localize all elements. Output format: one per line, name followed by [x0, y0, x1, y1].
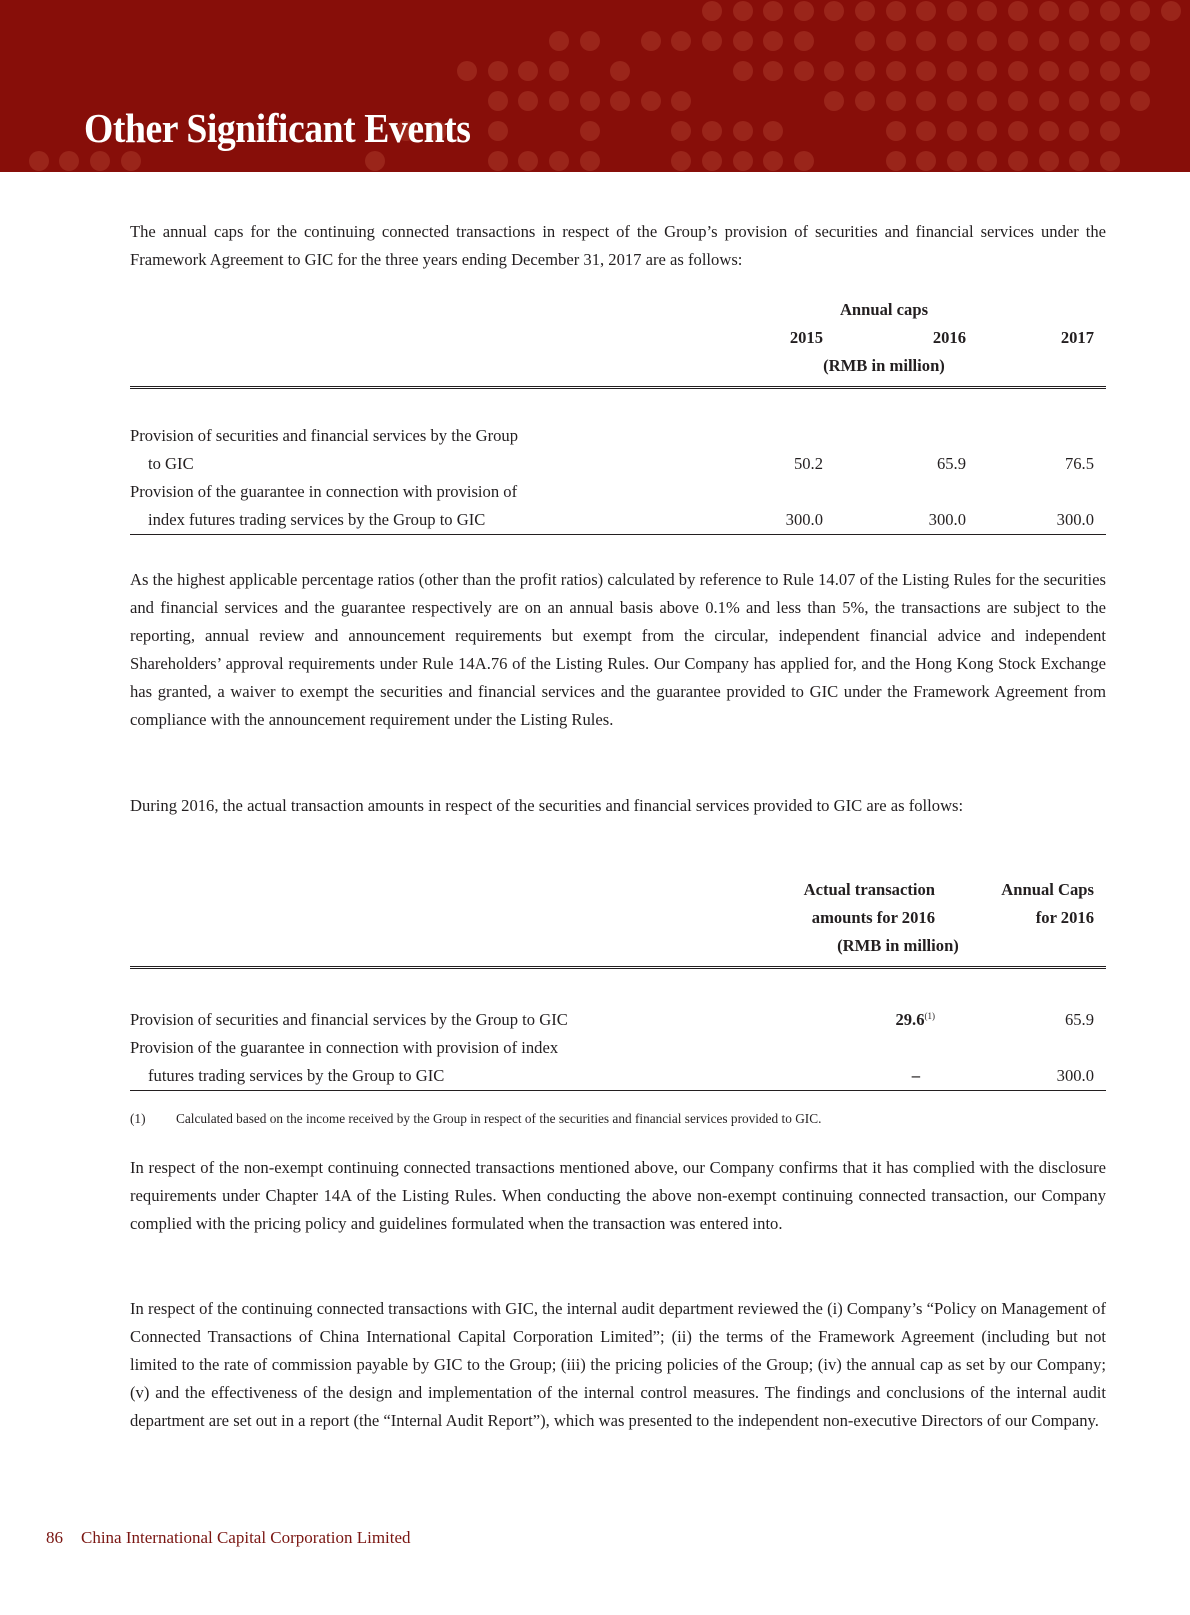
cell-value: 300.0: [690, 506, 835, 535]
annual-caps-table: [130, 296, 1106, 535]
audit-paragraph: In respect of the continuing connected transactions with GIC, the internal audit department reviewed the (i) Company’s “Policy on Management of Connected Transactions of China International Capital Corporation Limited”; (ii) the terms of the Framework Agreement (including but not limited to the rate of commission payable by GIC to the Group; (iii) the pricing policies of the Group; (iv) the annual cap as set by our Company; (v) and the effectiveness of the design and implementation of the internal control measures. The findings and conclusions of the internal audit department are set out in a report (the “Internal Audit Report”), which was presented to the independent non-executive Directors of our Company.: [130, 1299, 1106, 1430]
cell-actual-value: –: [770, 1062, 980, 1091]
compliance-section: [130, 1154, 1106, 1238]
unit-label: (RMB in million): [837, 936, 959, 955]
cell-value: 300.0: [978, 506, 1106, 535]
cell-value: 65.9: [936, 453, 966, 473]
actual-vs-caps-table: [130, 876, 1106, 1091]
table-row: [130, 450, 1106, 478]
page-title: Other Significant Events: [84, 105, 471, 151]
footnote-reference: (1): [924, 1010, 935, 1021]
row-label: Provision of securities and financial services by the Group: [130, 425, 519, 445]
cell-cap-value: 65.9: [1064, 1009, 1094, 1029]
row-label-continued: futures trading services by the Group to GIC: [130, 1062, 770, 1091]
table-header-row: [130, 296, 1106, 324]
intro-section: [130, 218, 1106, 274]
column-header-2017: 2017: [1060, 328, 1094, 347]
table-row: [130, 506, 1106, 535]
table-header-row: [130, 876, 1106, 904]
actual-amounts-paragraph: During 2016, the actual transaction amounts in respect of the securities and financial services provided to GIC are as follows:: [130, 796, 964, 815]
column-header-2015: 2015: [789, 328, 823, 347]
ratios-paragraph: As the highest applicable percentage ratios (other than the profit ratios) calculated by reference to Rule 14.07 of the Listing Rules for the securities and financial services and the guarantee respectively are on an annual basis above 0.1% and less than 5%, the transactions are subject to the reporting, annual review and announcement requirements but exempt from the circular, independent financial advice and independent Shareholders’ approval requirements under Rule 14A.76 of the Listing Rules. Our Company has applied for, and the Hong Kong Stock Exchange has granted, a waiver to exempt the securities and financial services and the guarantee provided to GIC under the Framework Agreement from compliance with the announcement requirement under the Listing Rules.: [130, 570, 1106, 729]
footnote-text: Calculated based on the income received by the Group in respect of the securities and financial services provided to GIC.: [176, 1111, 822, 1126]
table-row: [130, 422, 1106, 450]
column-header-actual-line2: amounts for 2016: [811, 908, 935, 927]
row-label-continued: to GIC: [148, 453, 194, 473]
column-group-header: Annual caps: [839, 300, 929, 319]
cell-cap-value: 300.0: [980, 1062, 1106, 1091]
column-header-caps-line2: for 2016: [1035, 908, 1094, 927]
header-banner: [0, 0, 1190, 172]
cell-value: 50.2: [793, 453, 823, 473]
column-header-2016: 2016: [932, 328, 966, 347]
row-label: Provision of securities and financial services by the Group to GIC: [130, 1009, 568, 1029]
column-header-caps: Annual Caps: [1001, 880, 1094, 899]
page-footer: [46, 1528, 411, 1548]
row-label: Provision of the guarantee in connection with provision of index: [130, 1037, 559, 1057]
actual-vs-caps-table-section: [130, 876, 1106, 1091]
cell-value: 76.5: [1064, 453, 1094, 473]
cell-actual-value: [770, 1002, 980, 1034]
cell-value: 300.0: [835, 506, 978, 535]
ratios-section: [130, 566, 1106, 734]
table-row: [130, 1062, 1106, 1091]
actual-amount: 29.6: [895, 1009, 925, 1029]
actual-amounts-section: [130, 792, 1106, 820]
footnote: [130, 1109, 1106, 1129]
column-header-actual: Actual transaction: [803, 880, 935, 899]
annual-caps-table-section: [130, 296, 1106, 535]
row-label: Provision of the guarantee in connection with provision of: [130, 481, 518, 501]
table-row: [130, 478, 1106, 506]
intro-paragraph: The annual caps for the continuing connected transactions in respect of the Group’s provision of securities and financial services under the Framework Agreement to GIC for the three years ending December 31, 2017 are as follows:: [130, 222, 1106, 269]
table-unit-row: [130, 352, 1106, 388]
table-header-row: [130, 904, 1106, 932]
page-number: 86: [46, 1528, 63, 1547]
compliance-paragraph: In respect of the non-exempt continuing connected transactions mentioned above, our Company confirms that it has complied with the disclosure requirements under Chapter 14A of the Listing Rules. When conducting the above non-exempt continuing connected transaction, our Company complied with the pricing policy and guidelines formulated when the transaction was entered into.: [130, 1158, 1106, 1233]
footnote-mark: (1): [130, 1111, 146, 1126]
table-row: [130, 1002, 1106, 1034]
footer-company-name: China International Capital Corporation Limited: [81, 1528, 411, 1547]
audit-section: [130, 1295, 1106, 1435]
row-label-continued: index futures trading services by the Group to GIC: [130, 506, 690, 535]
footnote-section: [130, 1109, 1106, 1129]
table-unit-row: [130, 932, 1106, 968]
unit-label: (RMB in million): [823, 356, 945, 375]
table-header-row: [130, 324, 1106, 352]
table-row: [130, 1034, 1106, 1062]
